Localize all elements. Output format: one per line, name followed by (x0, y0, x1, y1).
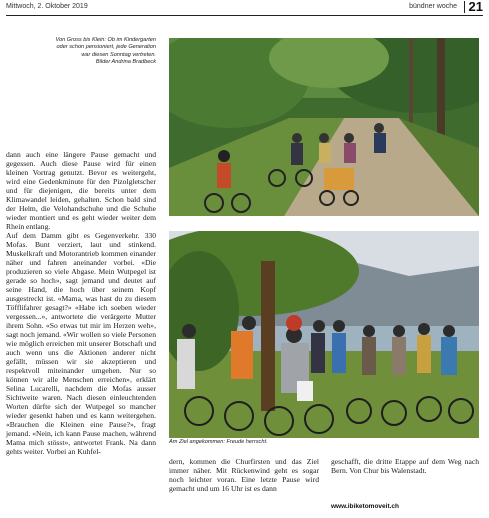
article-paragraph: Auf dem Damm gibt es Gegenverkehr. 330 Mofas. Bunt verziert, laut und stinkend. Muskelkraft und Motorantrieb kommen einander näher und fahren aneinander vorbei. «Die produzieren so viele Abgase. Mein Wutpegel ist gerade so hoch», sagt jemand und deutet auf seine Hand, die hoch über seinem Kopf ausgestreckt ist. «Mama, was hast du zu diesem Töfflifahrer gesagt?» «Habe ich soeben wieder vergessen...», antwortete die verärgerte Mutter ihrem Sohn. «So etwas tut mir im Herzen weh», sagt noch jemand. «Wir wollen so viele Personen wie möglich erreichen mit unserer Botschaft und auch wenn uns die Aktionen anderer nicht gefällt, müssen wir sie akzeptieren und respektvoll miteinander umgehen. Nur so können wir alle Menschen erreichen», erklärt Selina Lucarelli, nachdem die Mofas ausser Sichtweite waren. Nach diesen einleuchtenden Worten dürfte sich der Wutpegel so mancher wieder gesenkt haben und es kann weitergehen. «Brauchen die Kleinen eine Pause?», fragt jemand. «Nein, ich kann Pause machen, während Mama mich stösst», antwortet Frank. Na dann gehts weiter. Vorbei an Kuhfel- (6, 231, 156, 456)
article-paragraph: geschafft, die dritte Etappe auf dem Weg nach Bern. Von Chur bis Walenstadt. (331, 457, 479, 475)
photo-credit: Bilder Andrina Bradbeck (95, 59, 156, 66)
photo-cyclists-forest-path (169, 38, 479, 216)
header-separator (464, 1, 465, 13)
issue-date: Mittwoch, 2. Oktober 2019 (6, 3, 88, 10)
page-header (6, 0, 483, 15)
article-paragraph: dann auch eine längere Pause gemacht und gegessen. Auch diese Pause wird für einen kleinen Vortrag genutzt. Bevor es weitergeht, wird eine Gedenkminute für den Pizolgletscher und für diejenigen, die bereits unter dem Klimawandel leiden, gehalten. Schon bald sind der Helm, die Velohandschuhe und die Schuhe wieder montiert und es geht wieder weiter dem Rhein entlang. (6, 150, 156, 231)
caption-line: war diesen Sonntag vertreten. (81, 51, 156, 58)
footer-url-link[interactable]: www.ibiketomoveit.ch (331, 503, 400, 510)
caption-line: oder schon pensioniert, jede Generation (56, 44, 156, 51)
article-column-2 (169, 457, 319, 493)
article-paragraph: dern, kommen die Churfirsten und das Ziel immer näher. Mit Rückenwind geht es sogar noch leichter voran. Eine letzte Pause wird gemacht und um 16 Uhr ist es dann (169, 457, 319, 493)
page-number: 21 (468, 0, 483, 14)
publication-name: bündner woche (409, 3, 457, 10)
caption-line: Von Gross bis Klein: Ob im Kindergarten (55, 37, 156, 43)
article-column-3 (331, 457, 479, 475)
photo-group-at-lake (169, 231, 479, 438)
article-column-1 (6, 150, 156, 456)
photo-caption-bottom: Am Ziel angekommen: Freude herrscht. (169, 439, 268, 445)
photo-caption-top (6, 37, 156, 67)
header-rule (6, 15, 483, 16)
